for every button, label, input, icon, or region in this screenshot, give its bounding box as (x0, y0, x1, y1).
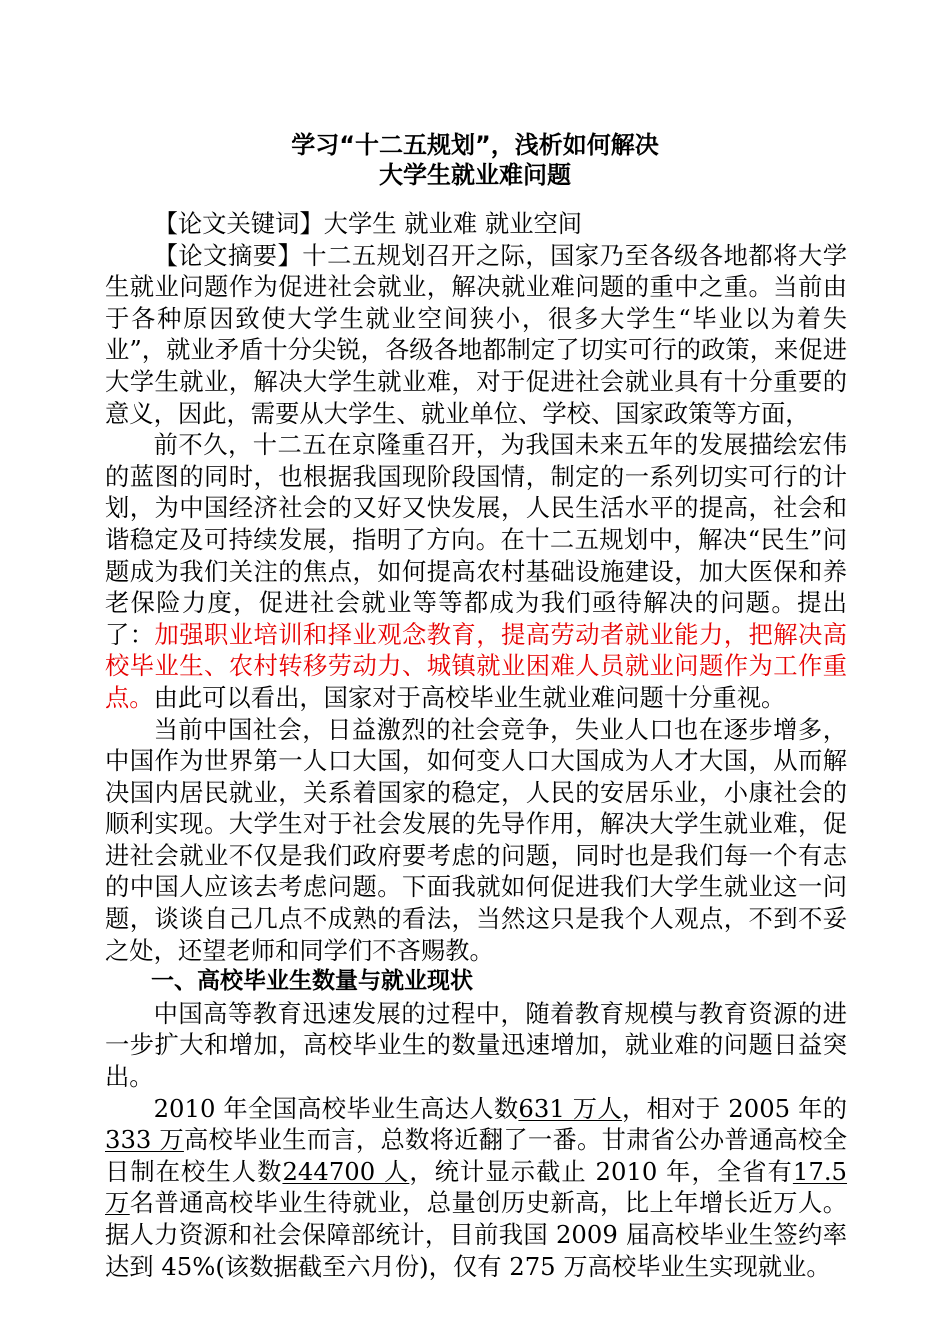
stat-text-4: ，统计显示截止 2010 年，全省有 (409, 1156, 793, 1186)
paragraph-plan-text: 前不久，十二五在京隆重召开，为我国未来五年的发展描绘宏伟的蓝图的同时，也根据我国现阶段国情，制定的一系列切实可行的计划，为中国经济社会的又好又快发展，人民生活水平的提高，社会和谐稳定及可持续发展，指明了方向。在十二五规划中，解决“民生”问题成为我们关注的焦点，如何提高农村基础设施建设，加大医保和养老保险力度，促进社会就业等等都成为我们亟待解决的问题。提出了： (105, 430, 847, 649)
stat-gansu-students: 244700 人 (282, 1156, 410, 1186)
stat-text-5: 名普通高校毕业生待就业，总量创历史新高，比上年增长近万人。据人力资源和社会保障部统计，目前我国 2009 届高校毕业生签约率达到 45%(该数据截至六月份)，仅有 275 万高校毕业生实现就业。 (105, 1188, 847, 1281)
policy-highlight: 加强职业培训和择业观念教育，提高劳动者就业能力，把解决高校毕业生、农村转移劳动力、城镇就业困难人员就业问题作为工作重点。 (105, 619, 848, 712)
abstract-paragraph (105, 240, 847, 430)
stat-graduates-2005: 333 万 (105, 1125, 184, 1155)
abstract-label: 【论文摘要】 (153, 240, 303, 270)
paragraph-education: 中国高等教育迅速发展的过程中，随着教育规模与教育资源的进一步扩大和增加，高校毕业生的数量迅速增加，就业难的问题日益突出。 (105, 998, 847, 1092)
stat-graduates-2010: 631 万人 (518, 1093, 622, 1123)
title-line-1: 学习“十二五规划”，浅析如何解决 (291, 131, 659, 159)
section-heading: 一、高校毕业生数量与就业现状 (151, 968, 473, 995)
stat-gansu-unemployed: 17.5 万 (105, 1156, 848, 1218)
abstract-text: 十二五规划召开之际，国家乃至各级各地都将大学生就业问题作为促进社会就业，解决就业难问题的重中之重。当前由于各种原因致使大学生就业空间狭小，很多大学生“毕业以为着失业”，就业矛盾十分尖锐，各级各地都制定了切实可行的政策，来促进大学生就业，解决大学生就业难，对于促进社会就业具有十分重要的意义，因此，需要从大学生、就业单位、学校、国家政策等方面， (105, 240, 848, 428)
keywords-line (105, 208, 847, 240)
paragraph-society: 当前中国社会，日益激烈的社会竞争，失业人口也在逐步增多，中国作为世界第一人口大国，如何变人口大国成为人才大国，从而解决国内居民就业，关系着国家的稳定，人民的安居乐业，小康社会的顺利实现。大学生对于社会发展的先导作用，解决大学生就业难，促进社会就业不仅是我们政府要考虑的问题，同时也是我们每一个有志的中国人应该去考虑问题。下面我就如何促进我们大学生就业这一问题，谈谈自己几点不成熟的看法，当然这只是我个人观点，不到不妥之处，还望老师和同学们不吝赐教。 (105, 714, 847, 965)
document-body (105, 208, 847, 1282)
stat-text-1: 2010 年全国高校毕业生高达人数 (153, 1093, 519, 1123)
paragraph-plan-conclusion: 由此可以看出，国家对于高校毕业生就业难问题十分重视。 (153, 682, 786, 712)
title-line-2: 大学生就业难问题 (379, 161, 571, 189)
stat-text-3: 高校毕业生而言，总数将近翻了一番。甘肃省公办普通高校全日制在校生人数 (105, 1125, 847, 1186)
paragraph-plan (105, 429, 847, 713)
keywords-value: 大学生 就业难 就业空间 (323, 209, 583, 238)
paragraph-statistics (105, 1093, 847, 1283)
keywords-label: 【论文关键词】 (153, 209, 324, 238)
stat-text-2: ，相对于 2005 年的 (621, 1093, 847, 1123)
